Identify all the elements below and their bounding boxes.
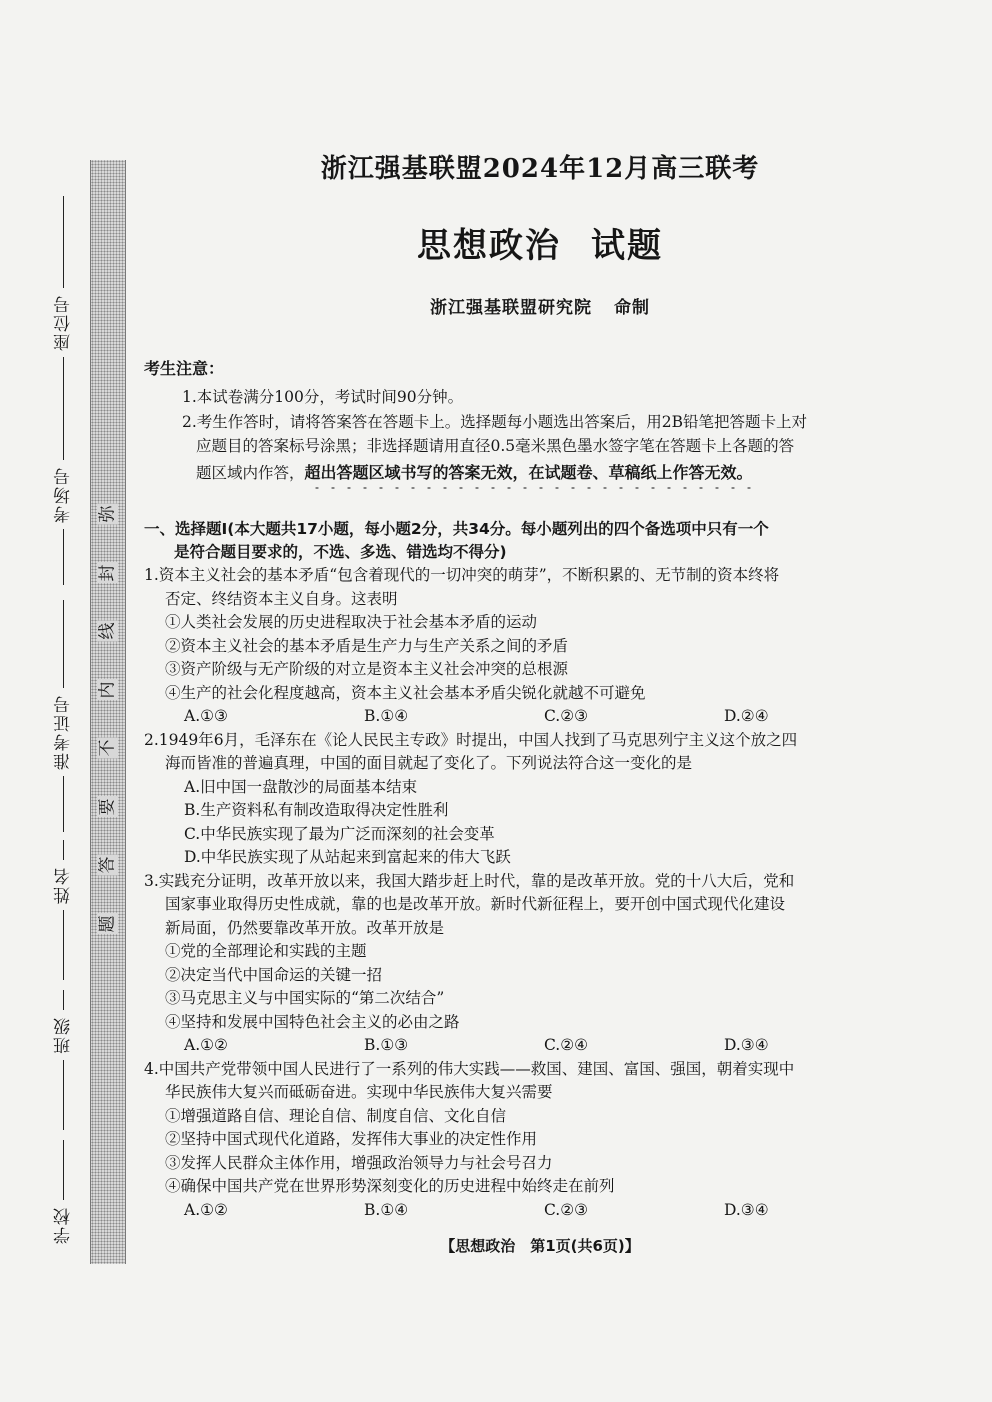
seal-char: 题	[97, 915, 117, 933]
notice-item	[144, 461, 904, 486]
seal-char: 内	[97, 681, 117, 699]
answer-choices	[144, 705, 904, 729]
choice-c: C.中华民族实现了最为广泛而深刻的社会变革	[184, 824, 495, 843]
issuer-suffix: 命制	[614, 298, 650, 318]
statement: ②决定当代中国命运的关键一招	[165, 965, 383, 984]
statement: ④确保中国共产党在世界形势深刻变化的历史进程中始终走在前列	[165, 1177, 615, 1195]
section-heading-line: 是符合题目要求的，不选、多选、错选均不得分)	[174, 543, 507, 561]
statement: ③资产阶级与无产阶级的对立是资本主义社会冲突的总根源	[165, 660, 569, 678]
answer-choices	[144, 1034, 904, 1058]
seal-char: 要	[97, 798, 117, 816]
school-field[interactable]	[48, 1140, 78, 1250]
exam-room-field[interactable]	[48, 390, 78, 585]
choice-a: A.①②	[184, 1036, 228, 1054]
statement: ②坚持中国式现代化道路，发挥伟大事业的决定性作用	[165, 1130, 538, 1148]
choice-b: B.①④	[364, 707, 409, 725]
choice-d: D.③④	[724, 1036, 769, 1054]
seal-line-text	[90, 504, 124, 934]
question-4	[144, 1058, 904, 1223]
paper-label: 试题	[591, 226, 663, 266]
statement: ②资本主义社会的基本矛盾是生产力与生产关系之间的矛盾	[165, 636, 569, 655]
seal-char: 线	[97, 622, 117, 640]
choice-c: C.②③	[544, 707, 589, 725]
statement: ①增强道路自信、理论自信、制度自信、文化自信	[165, 1106, 507, 1125]
choice-d: D.②④	[724, 707, 769, 725]
name-field[interactable]	[48, 840, 78, 980]
exam-title: 浙江强基联盟2024年12月高三联考	[320, 154, 760, 184]
question-stem: 4.中国共产党带领中国人民进行了一系列的伟大实践——救国、建国、富国、强国，朝着实现中	[144, 1059, 795, 1078]
choice-b: B.生产资料私有制改造取得决定性胜利	[184, 801, 449, 819]
exam-room-label: 考场号	[53, 466, 74, 523]
subject-name: 思想政治	[417, 226, 561, 266]
notice-item: 2.考生作答时，请将答案答在答题卡上。选择题每小题选出答案后，用2B铅笔把答题卡上对	[182, 412, 808, 431]
question-2	[144, 729, 904, 870]
notice-item: 1.本试卷满分100分，考试时间90分钟。	[182, 388, 464, 406]
statement: ③马克思主义与中国实际的“第二次结合”	[165, 989, 445, 1007]
question-stem: 2.1949年6月，毛泽东在《论人民民主专政》时提出，中国人找到了马克思列宁主义这个放之四	[144, 730, 798, 749]
question-stem: 华民族伟大复兴而砥砺奋进。实现中华民族伟大复兴需要	[165, 1083, 553, 1101]
name-label: 姓名	[53, 866, 74, 904]
choice-b: B.①④	[364, 1200, 409, 1219]
admission-ticket-label: 准考证号	[53, 694, 74, 770]
notice-emphasis: 超出答题区域书写的答案无效，在试题卷、草稿纸上作答无效。	[305, 463, 753, 491]
seal-char: 弥	[97, 505, 117, 523]
choice-d: D.③④	[724, 1200, 769, 1219]
choice-a: A.旧中国一盘散沙的局面基本结束	[184, 777, 418, 796]
seal-char: 封	[97, 564, 117, 582]
issuer-line	[150, 293, 930, 318]
notice-item-text: 题区域内作答，	[196, 463, 305, 482]
choice-c: C.②④	[544, 1036, 589, 1054]
seal-char: 不	[97, 739, 117, 757]
statement: ①党的全部理论和实践的主题	[165, 942, 367, 960]
question-stem: 国家事业取得历史性成就，靠的也是改革开放。新时代新征程上，要开创中国式现代化建设	[165, 895, 786, 913]
question-section	[144, 518, 904, 1222]
question-stem: 否定、终结资本主义自身。这表明	[165, 589, 398, 608]
statement: ④生产的社会化程度越高，资本主义社会基本矛盾尖锐化就越不可避免	[165, 683, 646, 702]
statement: ③发挥人民群众主体作用，增强政治领导力与社会号召力	[165, 1153, 553, 1172]
choice-c: C.②③	[544, 1200, 589, 1219]
subject-title	[150, 218, 930, 267]
question-1	[144, 564, 904, 729]
admission-ticket-field[interactable]	[48, 600, 78, 832]
section-heading	[144, 518, 904, 564]
class-label: 班级	[53, 1016, 74, 1054]
seat-number-field[interactable]	[48, 196, 78, 413]
question-stem: 海而皆准的普遍真理，中国的面目就起了变化了。下列说法符合这一变化的是	[165, 754, 693, 772]
choice-b: B.①③	[364, 1036, 409, 1054]
seal-char: 答	[97, 856, 117, 874]
statement: ④坚持和发展中国特色社会主义的必由之路	[165, 1012, 460, 1031]
seat-number-label: 座位号	[53, 294, 74, 351]
page-footer: 【思想政治 第1页(共6页)】	[440, 1237, 640, 1255]
choice-a: A.①②	[184, 1200, 228, 1219]
choice-a: A.①③	[184, 707, 228, 725]
question-3	[144, 870, 904, 1058]
answer-choices	[144, 1199, 904, 1223]
statement: ①人类社会发展的历史进程取决于社会基本矛盾的运动	[165, 613, 538, 631]
question-stem: 3.实践充分证明，改革开放以来，我国大踏步赶上时代，靠的是改革开放。党的十八大后，党和	[144, 871, 795, 890]
section-heading-line: 一、选择题Ⅰ(本大题共17小题，每小题2分，共34分。每小题列出的四个备选项中只有一个	[144, 520, 769, 538]
school-label: 学校	[53, 1206, 74, 1244]
question-stem: 新局面，仍然要靠改革开放。改革开放是	[165, 918, 445, 937]
choice-d: D.中华民族实现了从站起来到富起来的伟大飞跃	[184, 848, 511, 866]
notice-title: 考生注意：	[144, 359, 225, 378]
issuer-name: 浙江强基联盟研究院	[430, 298, 592, 318]
notice-item: 应题目的答案标号涂黑；非选择题请用直径0.5毫米黑色墨水签字笔在答题卡上各题的答	[196, 437, 795, 455]
question-stem: 1.资本主义社会的基本矛盾“包含着现代的一切冲突的萌芽”，不断积累的、无节制的资本终将	[144, 566, 780, 584]
candidate-notice	[144, 356, 904, 485]
class-field[interactable]	[48, 990, 78, 1130]
